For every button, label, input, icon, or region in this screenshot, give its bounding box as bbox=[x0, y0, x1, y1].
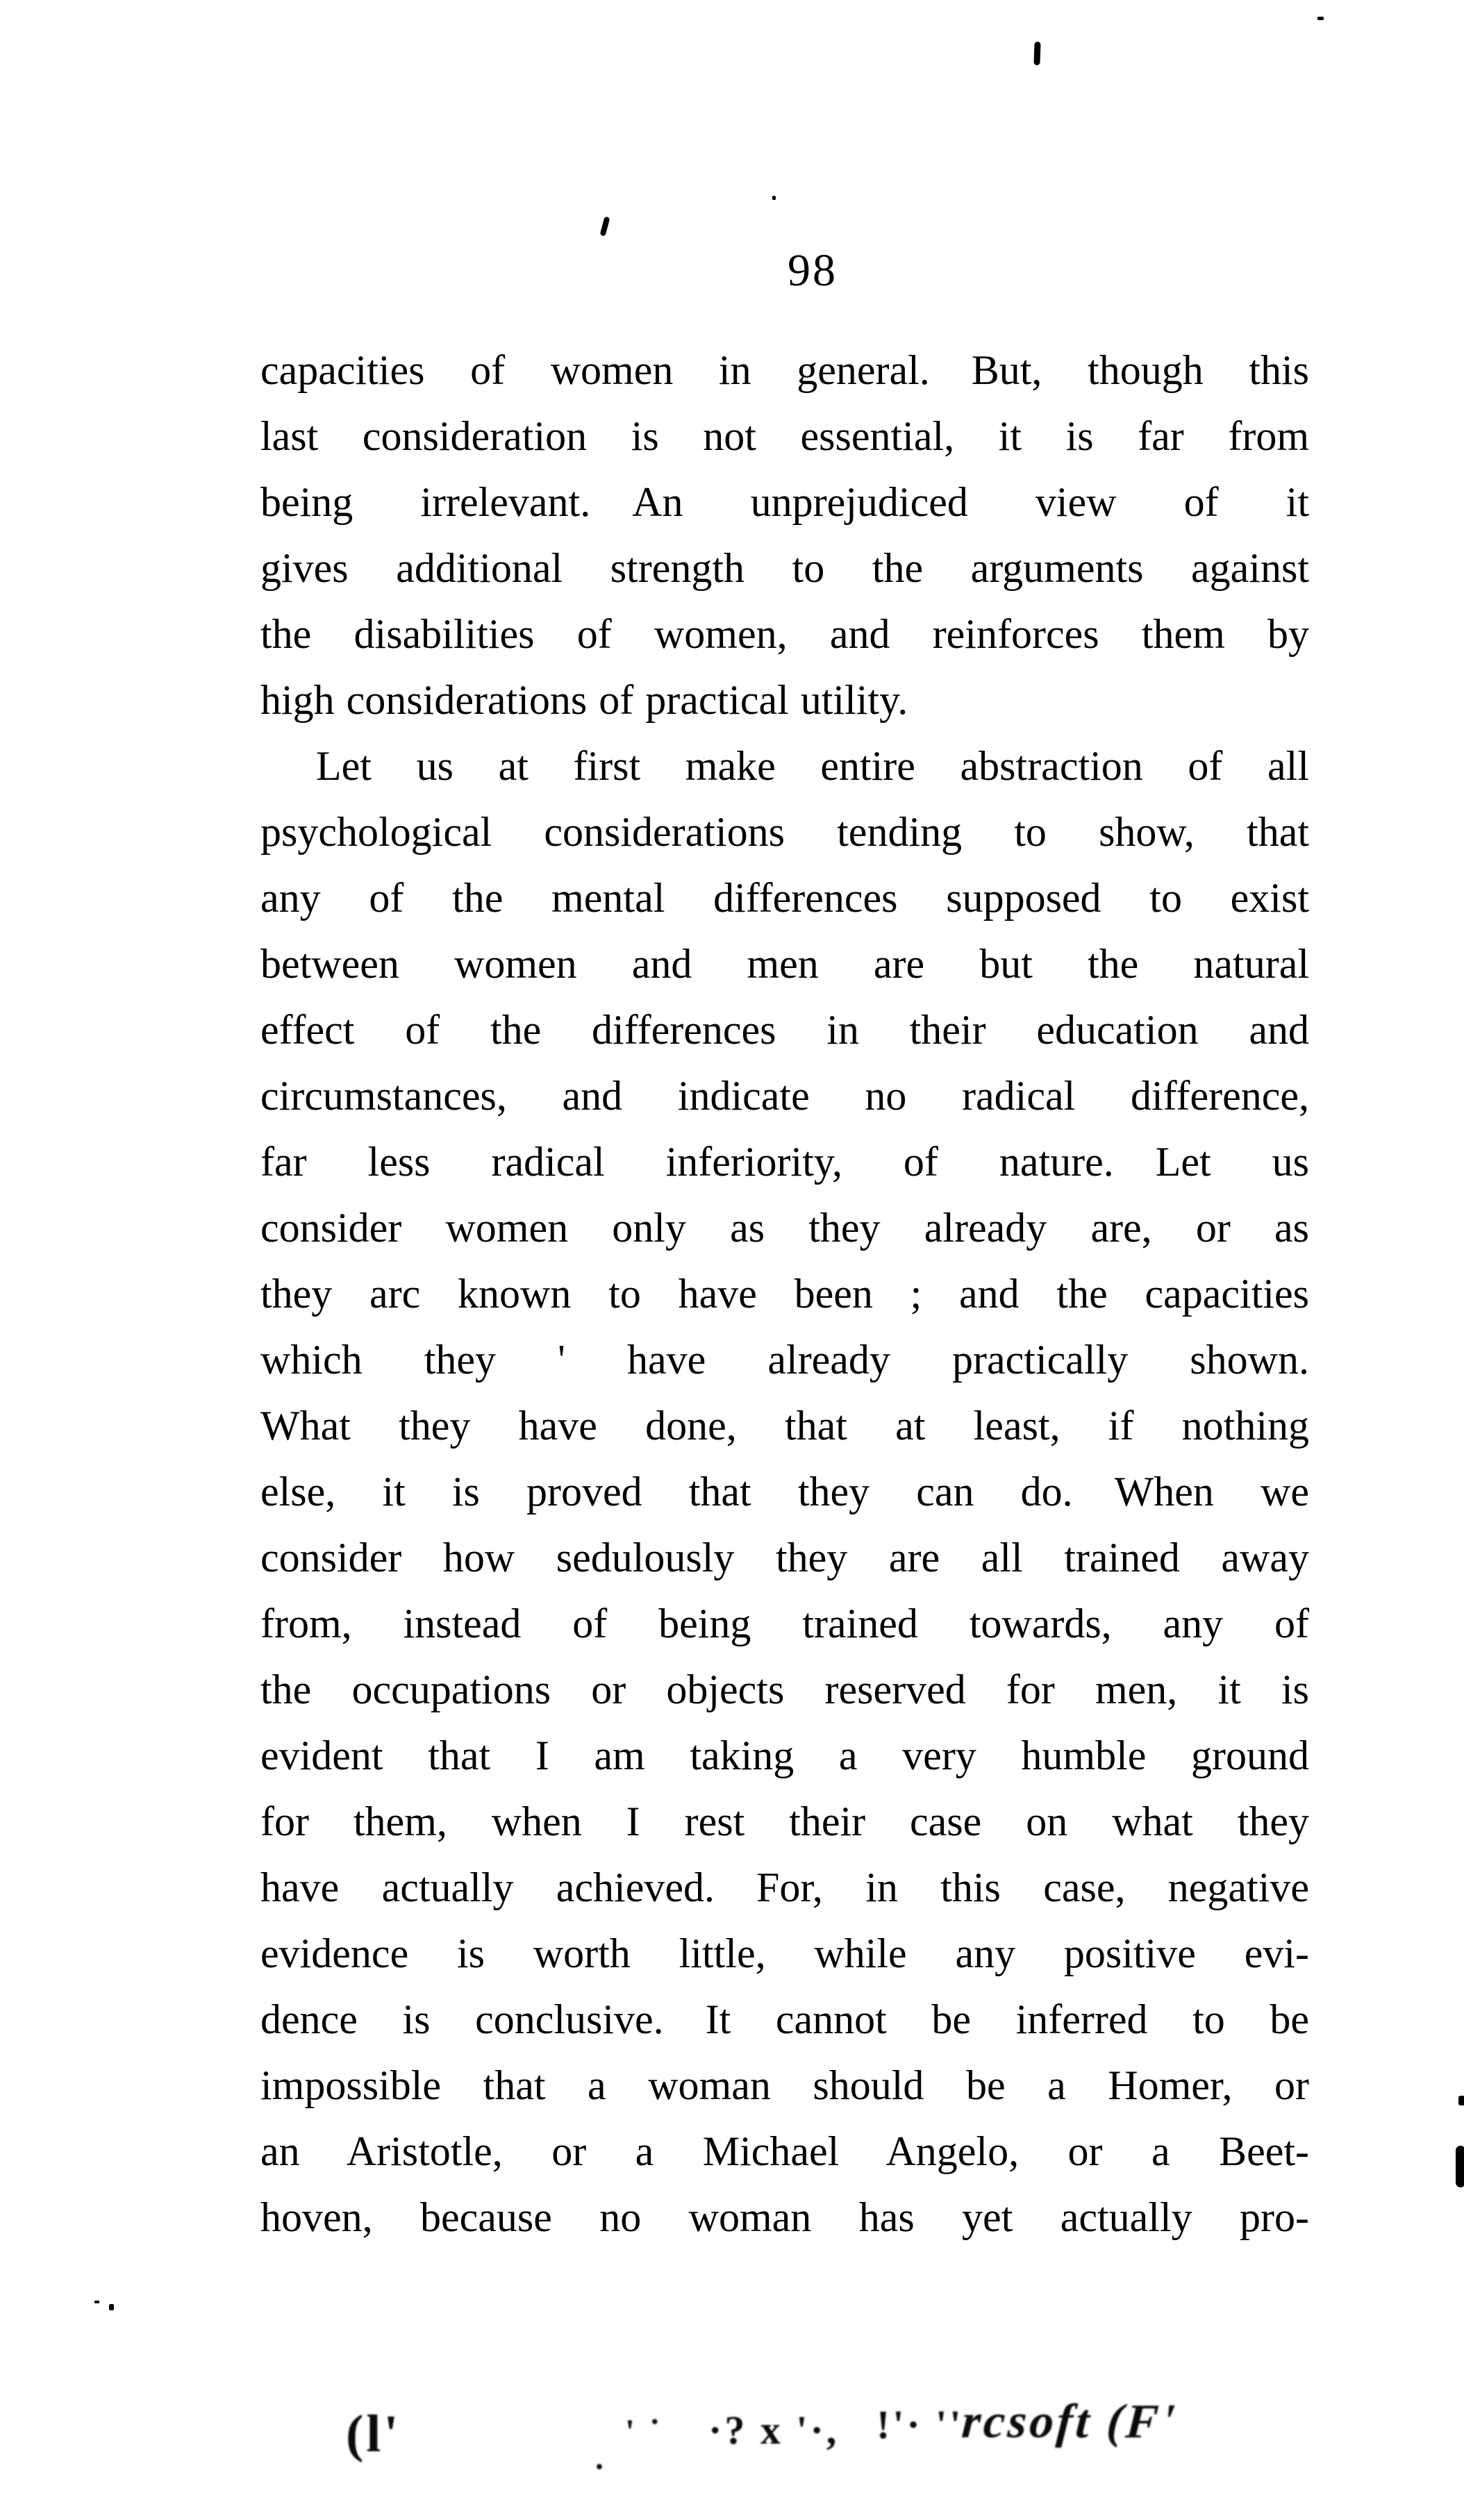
text-line: last consideration is not essential, it is far from bbox=[260, 413, 1309, 459]
text-line: capacities of women in general. But, though this bbox=[260, 347, 1309, 393]
page-number: 98 bbox=[788, 245, 838, 296]
watermark-fragment: · bbox=[594, 2448, 608, 2485]
text-line: evidence is worth little, while any positive evi- bbox=[260, 1930, 1309, 1976]
ink-speck bbox=[94, 2301, 99, 2303]
text-line: being irrelevant. An unprejudiced view of it bbox=[260, 479, 1309, 525]
text-line: effect of the differences in their education and bbox=[260, 1007, 1309, 1053]
text-line: dence is conclusive. It cannot be inferred to be bbox=[260, 1996, 1309, 2042]
watermark-fragment: ' ˙ bbox=[625, 2412, 664, 2451]
ink-speck bbox=[1317, 17, 1324, 20]
text-line: high considerations of practical utility. bbox=[260, 677, 908, 723]
watermark-fragment: ·? x '·, bbox=[708, 2408, 840, 2453]
text-line: hoven, because no woman has yet actually pro- bbox=[260, 2194, 1309, 2240]
text-line: impossible that a woman should be a Homer, or bbox=[260, 2062, 1309, 2108]
text-line: What they have done, that at least, if nothing bbox=[260, 1403, 1309, 1449]
text-line: the occupations or objects reserved for men, it is bbox=[260, 1667, 1309, 1712]
ink-speck bbox=[1458, 2096, 1464, 2105]
ink-speck bbox=[772, 196, 776, 200]
text-line: an Aristotle, or a Michael Angelo, or a Beet- bbox=[260, 2128, 1309, 2174]
text-line: from, instead of being trained towards, any of bbox=[260, 1601, 1309, 1646]
text-line: the disabilities of women, and reinforces them by bbox=[260, 611, 1309, 657]
text-line: they arc known to have been ; and the capacities bbox=[260, 1271, 1309, 1317]
text-line: Let us at first make entire abstraction of all bbox=[316, 743, 1309, 789]
text-line: gives additional strength to the arguments against bbox=[260, 545, 1309, 591]
watermark-fragment: rcsoft (F' bbox=[960, 2395, 1179, 2448]
text-line: between women and men are but the natural bbox=[260, 941, 1309, 987]
watermark-fragment: !'· '' bbox=[876, 2402, 964, 2447]
text-line: evident that I am taking a very humble ground bbox=[260, 1733, 1309, 1778]
watermark-fragment: (l' bbox=[346, 2405, 401, 2463]
ink-speck bbox=[109, 2304, 114, 2310]
text-line: which they ' have already practically shown. bbox=[260, 1337, 1309, 1383]
text-line: consider women only as they already are, or as bbox=[260, 1205, 1309, 1251]
ink-speck bbox=[1033, 42, 1040, 65]
text-line: far less radical inferiority, of nature. Let us bbox=[260, 1139, 1309, 1185]
text-line: psychological considerations tending to show, that bbox=[260, 809, 1309, 855]
text-line: consider how sedulously they are all trained away bbox=[260, 1535, 1309, 1580]
text-line: circumstances, and indicate no radical difference, bbox=[260, 1073, 1309, 1119]
body-text-block bbox=[260, 337, 1309, 2251]
ink-speck bbox=[600, 216, 610, 236]
ink-speck bbox=[1456, 2146, 1464, 2187]
text-line: any of the mental differences supposed to exist bbox=[260, 875, 1309, 921]
text-line: have actually achieved. For, in this case, negative bbox=[260, 1864, 1309, 1910]
text-line: else, it is proved that they can do. When we bbox=[260, 1469, 1309, 1514]
text-line: for them, when I rest their case on what they bbox=[260, 1799, 1309, 1844]
